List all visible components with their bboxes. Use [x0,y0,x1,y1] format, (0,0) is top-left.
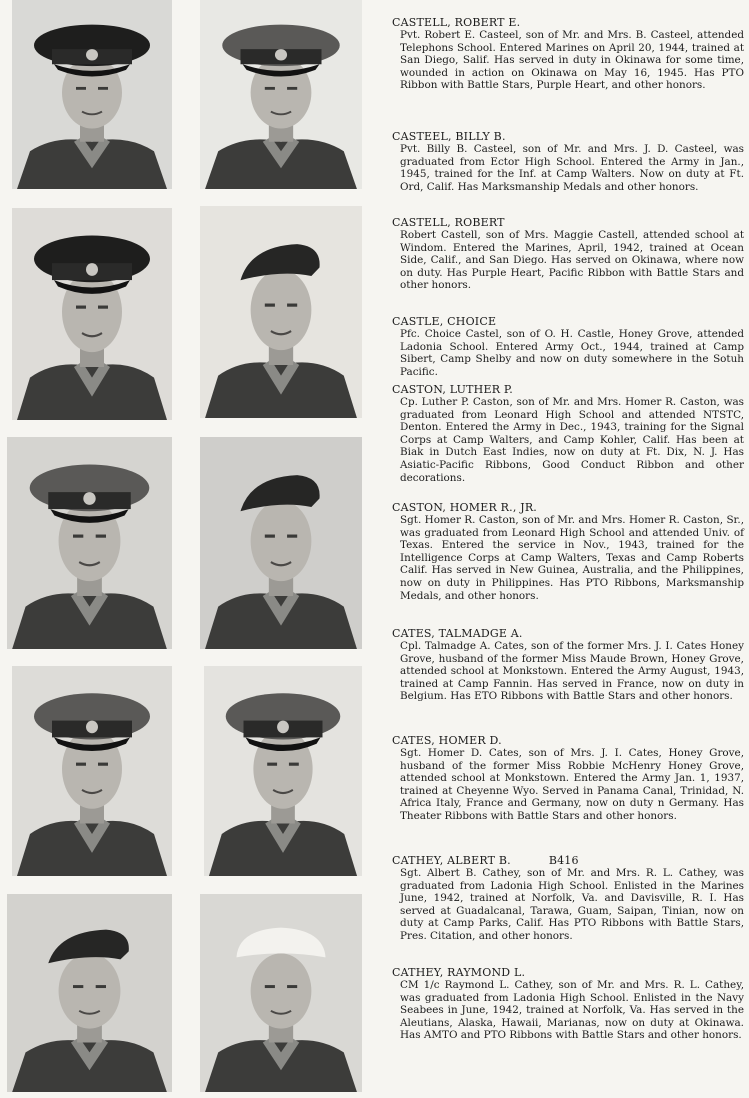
entry-name: CATHEY, RAYMOND L. [392,966,526,979]
biography-entry [392,966,744,1042]
entry-name: CASTELL, ROBERT [392,216,505,229]
entry-body: Cp. Luther P. Caston, son of Mr. and Mrs. Homer R. Caston, was graduated from Leonard High School and attended NTSTC, Denton. Entered the Army in Dec., 1943, training for the Signal Corps at Camp Walters, and Camp Kohler, Calif. Has been at Biak in Dutch East Indies, now on duty at Ft. Dix, N. J. Has Asiatic-Pacific Ribbons, Good Conduct Ribbon and other decorations. [400,396,744,484]
entry-name: CASTON, HOMER R., JR. [392,501,538,514]
portrait-photo [12,208,172,420]
entry-body: Pvt. Billy B. Casteel, son of Mr. and Mrs. J. D. Casteel, was graduated from Ector High School. Entered the Army in Jan., 1945, trained for the Inf. at Camp Walters. Now on duty at Ft. Ord, Calif. Has Marksmanship Medals and other honors. [400,143,744,193]
portrait-garrison-cap-icon [200,206,362,418]
portrait-photo [12,666,172,876]
portrait-photo [204,666,362,876]
portrait-garrison-cap-icon [7,894,172,1092]
entry-name-text: CATHEY, ALBERT B. [392,854,511,867]
biography-entry [392,854,744,943]
portrait-photo [200,437,362,649]
entry-name: CASTON, LUTHER P. [392,383,513,396]
portrait-sailor-cap-icon [200,894,362,1092]
portrait-photo [200,0,362,189]
portrait-marine-cap-icon [12,0,172,189]
entry-name: CASTLE, CHOICE [392,315,497,328]
portrait-photo [200,894,362,1092]
portrait-army-cap-icon [204,666,362,876]
portrait-photo [7,894,172,1092]
entry-name [392,854,744,867]
entry-name: CASTEEL, BILLY B. [392,130,506,143]
entry-body: Robert Castell, son of Mrs. Maggie Castell, attended school at Windom. Entered the Marines, April, 1942, trained at Ocean Side, Calif., and San Diego. Has served on Okinawa, where now on duty. Has Purple Heart, Pacific Ribbon with Battle Stars and other honors. [400,229,744,292]
biography-entry [392,383,744,484]
portrait-army-cap-icon [12,666,172,876]
portrait-photo [7,437,172,649]
entry-body: Sgt. Homer R. Caston, son of Mr. and Mrs. Homer R. Caston, Sr., was graduated from Leonard High School and attended Univ. of Texas. Entered the service in Nov., 1943, trained for the Intelligence Corps at Camp Walters, Texas and Camp Roberts Calif. Has served in New Guinea, Australia, and the Philippines, now on duty in Philippines. Has PTO Ribbons, Marksmanship Medals, and other honors. [400,514,744,602]
photo-column [4,0,366,1098]
biography-entry [392,315,744,378]
biography-entry [392,216,744,292]
entry-body: Sgt. Albert B. Cathey, son of Mr. and Mrs. R. L. Cathey, was graduated from Ladonia High School. Enlisted in the Marines June, 1942, trained at Norfolk, Va. and Davisville, R. I. Has served at Guadalcanal, Tarawa, Guam, Saipan, Tinian, now on duty at Camp Parks, Calif. Has PTO Ribbons with Battle Stars, Pres. Citation, and other honors. [400,867,744,942]
portrait-photo [12,0,172,189]
entry-body: CM 1/c Raymond L. Cathey, son of Mr. and Mrs. R. L. Cathey, was graduated from Ladonia High School. Enlisted in the Navy Seabees in June, 1942, trained at Norfolk, Va. Has served in the Aleutians, Alaska, Hawaii, Marianas, now on duty at Okinawa. Has AMTO and PTO Ribbons with Battle Stars and other honors. [400,979,744,1042]
biography-entry [392,501,744,602]
entry-name: CATES, TALMADGE A. [392,627,523,640]
portrait-army-cap-icon [200,0,362,189]
biography-entry [392,16,744,92]
portrait-garrison-cap-icon [200,437,362,649]
portrait-army-cap-icon [7,437,172,649]
entry-body: Pfc. Choice Castel, son of O. H. Castle, Honey Grove, attended Ladonia School. Entered Army Oct., 1944, trained at Camp Sibert, Camp Shelby and now on duty somewhere in the Sotuh Pacific. [400,328,744,378]
biography-entry [392,130,744,193]
entry-body: Pvt. Robert E. Casteel, son of Mr. and Mrs. B. Casteel, attended Telephons School. Entered Marines on April 20, 1944, trained at San Diego, Salif. Has served in duty in Okinawa for some time, wounded in action on Okinawa on May 16, 1945. Has PTO Ribbon with Battle Stars, Purple Heart, and other honors. [400,29,744,92]
entry-body: Cpl. Talmadge A. Cates, son of the former Mrs. J. I. Cates Honey Grove, husband of the former Miss Maude Brown, Honey Grove, attended school at Monkstown. Entered the Army August, 1943, trained at Camp Fannin. Has served in France, now on duty in Belgium. Has ETO Ribbons with Battle Stars and other honors. [400,640,744,703]
entry-name: CASTELL, ROBERT E. [392,16,521,29]
portrait-photo [200,206,362,418]
biography-entry [392,734,744,823]
entry-name: CATES, HOMER D. [392,734,502,747]
entry-body: Sgt. Homer D. Cates, son of Mrs. J. I. Cates, Honey Grove, husband of the former Miss Robbie McHenry Honey Grove, attended school at Monkstown. Entered the Army Jan. 1, 1937, trained at Cheyenne Wyo. Served in Panama Canal, Trinidad, N. Africa Italy, France and Germany, now on duty n Germany. Has Theater Ribbons with Battle Stars and other honors. [400,747,744,822]
biography-entry [392,627,744,703]
entry-tag: B416 [548,854,579,867]
portrait-marine-cap-icon [12,208,172,420]
